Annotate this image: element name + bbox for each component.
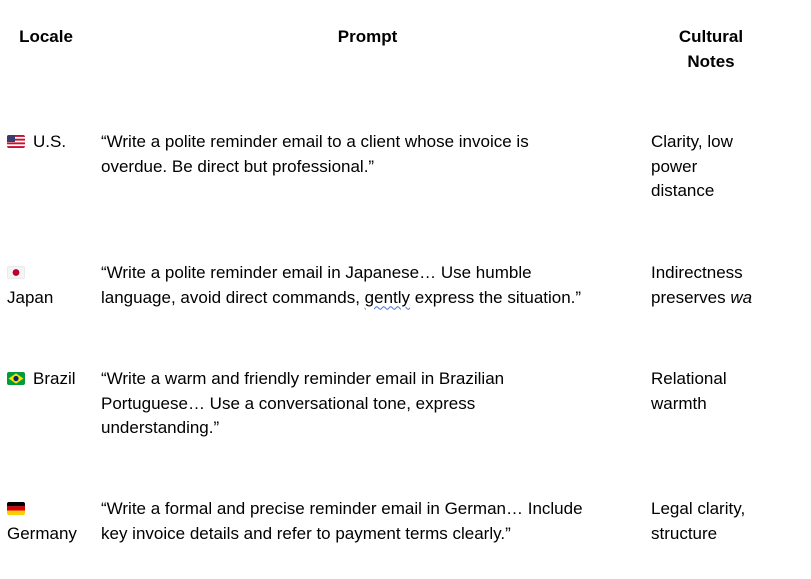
locale-cell	[7, 367, 93, 392]
notes-line: Legal clarity,	[651, 499, 746, 518]
locale-cell	[7, 261, 93, 310]
spellcheck-word[interactable]: gently	[364, 287, 411, 307]
prompt-cell	[101, 261, 636, 310]
locale-label: U.S.	[33, 132, 67, 151]
notes-cell	[651, 261, 781, 310]
header-notes-line1: Cultural	[678, 27, 744, 46]
prompt-text: express the situation.”	[410, 287, 582, 307]
notes-line: Relational	[651, 369, 727, 388]
locale-cell	[7, 130, 93, 155]
japan-flag-icon	[7, 266, 25, 279]
prompt-cell	[101, 130, 636, 179]
notes-line: Indirectness	[651, 263, 743, 282]
notes-line	[651, 286, 781, 311]
prompt-line: Portuguese… Use a conversational tone, express	[101, 393, 476, 413]
notes-text: preserves	[651, 287, 731, 307]
header-locale: Locale	[19, 27, 73, 46]
prompt-line: “Write a polite reminder email to a client whose invoice is	[101, 132, 529, 151]
locale-label: Japan	[7, 287, 54, 307]
prompt-text: language, avoid direct commands,	[101, 287, 365, 307]
notes-term-wa: wa	[730, 287, 753, 307]
notes-cell	[651, 367, 781, 416]
us-flag-icon	[7, 135, 25, 148]
locale-cell	[7, 497, 93, 546]
header-prompt: Prompt	[337, 27, 398, 46]
brazil-flag-icon	[7, 372, 25, 385]
prompt-line: understanding.”	[101, 418, 220, 437]
notes-line: distance	[651, 181, 715, 200]
prompt-cell	[101, 497, 636, 546]
header-notes-line2: Notes	[687, 52, 735, 71]
locale-label: Germany	[7, 523, 77, 543]
notes-line: structure	[651, 523, 718, 543]
prompt-line: overdue. Be direct but professional.”	[101, 156, 375, 176]
prompt-line	[101, 286, 636, 311]
prompt-line: key invoice details and refer to payment terms clearly.”	[101, 523, 511, 543]
header-cultural-notes	[648, 24, 774, 74]
notes-line: power	[651, 156, 698, 176]
prompt-line: “Write a polite reminder email in Japanese… Use humble	[101, 263, 532, 282]
notes-cell	[651, 497, 781, 546]
locale-label: Brazil	[33, 369, 76, 388]
notes-line: warmth	[651, 393, 707, 413]
notes-cell	[651, 130, 781, 204]
prompt-cell	[101, 367, 636, 441]
notes-line: Clarity, low	[651, 132, 733, 151]
germany-flag-icon	[7, 502, 25, 515]
prompt-line: “Write a formal and precise reminder email in German… Include	[101, 499, 583, 518]
prompt-line: “Write a warm and friendly reminder email in Brazilian	[101, 369, 505, 388]
